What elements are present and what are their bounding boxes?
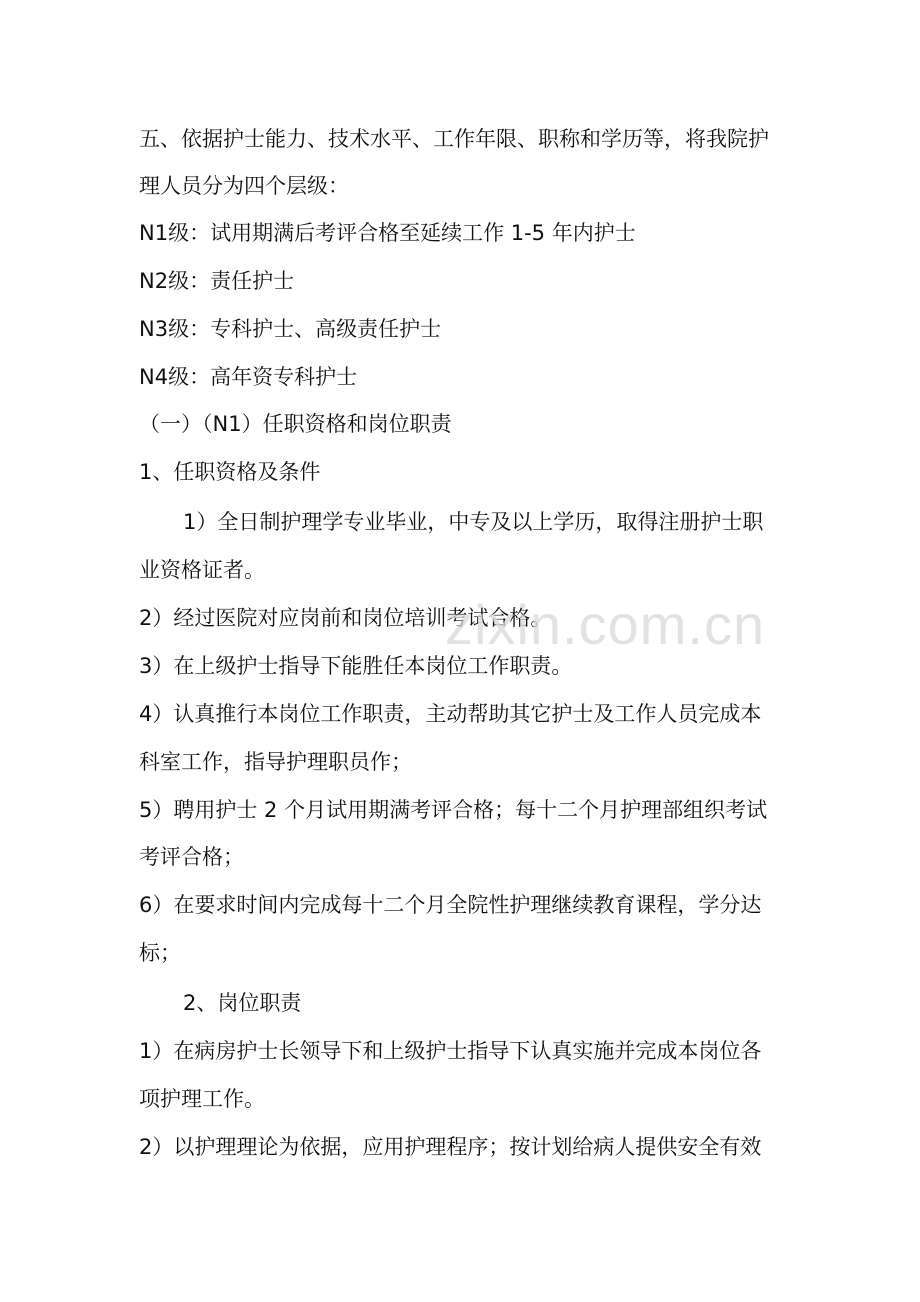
text-line: 4）认真推行本岗位工作职责，主动帮助其它护士及工作人员完成本 bbox=[139, 702, 762, 726]
text-line: 6）在要求时间内完成每十二个月全院性护理继续教育课程，学分达 bbox=[139, 893, 762, 917]
text-line: N4级：高年资专科护士 bbox=[139, 365, 358, 389]
section-heading: （一）（N1）任职资格和岗位职责 bbox=[139, 412, 452, 436]
text-line: N2级：责任护士 bbox=[139, 269, 295, 293]
text-line: 考评合格； bbox=[139, 845, 244, 869]
text-line: N3级：专科护士、高级责任护士 bbox=[139, 317, 442, 341]
text-line: 3）在上级护士指导下能胜任本岗位工作职责。 bbox=[139, 654, 573, 678]
subsection-heading: 2、岗位职责 bbox=[183, 991, 302, 1015]
text-line: 2）经过医院对应岗前和岗位培训考试合格。 bbox=[139, 606, 552, 630]
text-line: 业资格证者。 bbox=[139, 558, 265, 582]
text-line: 1）在病房护士长领导下和上级护士指导下认真实施并完成本岗位各 bbox=[139, 1039, 762, 1063]
text-line: 1）全日制护理学专业毕业，中专及以上学历，取得注册护士职 bbox=[183, 510, 764, 534]
text-line: 项护理工作。 bbox=[139, 1087, 265, 1111]
text-line: 科室工作，指导护理职员作； bbox=[139, 750, 412, 774]
text-line: N1级：试用期满后考评合格至延续工作 1-5 年内护士 bbox=[139, 221, 636, 245]
text-line: 2）以护理理论为依据，应用护理程序；按计划给病人提供安全有效 bbox=[139, 1135, 762, 1159]
subsection-heading: 1、任职资格及条件 bbox=[139, 460, 321, 484]
text-line: 5）聘用护士 2 个月试用期满考评合格；每十二个月护理部组织考试 bbox=[139, 798, 768, 822]
text-line: 理人员分为四个层级： bbox=[139, 174, 349, 198]
text-line: 五、依据护士能力、技术水平、工作年限、职称和学历等，将我院护 bbox=[139, 127, 769, 151]
text-line: 标； bbox=[139, 941, 181, 965]
watermark: zixin.com.cn bbox=[445, 593, 766, 656]
